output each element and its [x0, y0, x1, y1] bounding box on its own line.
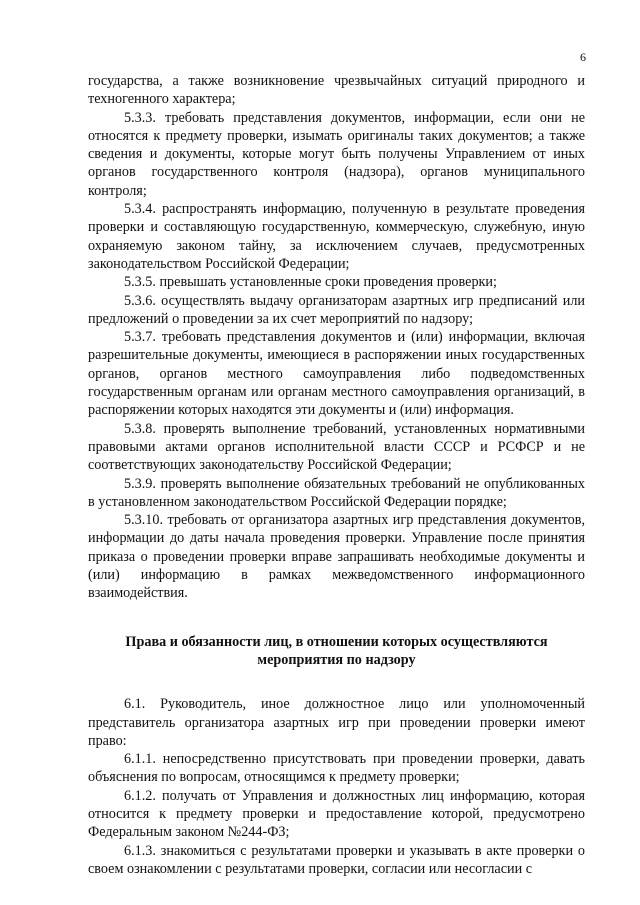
document-body: [88, 72, 585, 878]
clause-5-3-8: 5.3.8. проверять выполнение требований, установленных нормативными правовыми актами органов исполнительной власти СССР и РСФСР и не соответствующих законодательству Российской Федерации;: [88, 420, 585, 474]
section-heading: Права и обязанности лиц, в отношении которых осуществляются мероприятия по надзору: [125, 633, 548, 668]
clause-6-1-2: 6.1.2. получать от Управления и должностных лиц информацию, которая относится к предмету проверки и предоставление которой, предусмотрено Федеральным законом №244-ФЗ;: [88, 787, 585, 841]
clause-6-1-1: 6.1.1. непосредственно присутствовать при проведении проверки, давать объяснения по вопросам, относящимся к предмету проверки;: [88, 751, 585, 786]
clause-5-3-9: 5.3.9. проверять выполнение обязательных требований не опубликованных в установленном законодательством Российской Федерации порядке;: [88, 475, 585, 510]
clause-5-3-3: 5.3.3. требовать представления документов, информации, если они не относятся к предмету проверки, изымать оригиналы таких документов; а также сведения и документы, которые могут быть получены Управлением от иных органов государственного контроля (надзора), органов муниципального контроля;: [88, 109, 585, 199]
clause-5-3-5: 5.3.5. превышать установленные сроки проведения проверки;: [124, 274, 497, 291]
clause-5-3-7: 5.3.7. требовать представления документов и (или) информации, включая разрешительные документы, имеющиеся в распоряжении иных государственных органов, органов местного самоуправления либо подведомственных государственным органам или органам местного самоуправления организаций, в распоряжении которых находятся эти документы и (или) информация.: [88, 329, 585, 419]
page-number: 6: [580, 50, 586, 64]
paragraph-continuation: государства, а также возникновение чрезвычайных ситуаций природного и техногенного характера;: [88, 73, 585, 108]
clause-5-3-6: 5.3.6. осуществлять выдачу организаторам азартных игр предписаний или предложений о проведении за их счет мероприятий по надзору;: [88, 292, 585, 327]
clause-5-3-10: 5.3.10. требовать от организатора азартных игр представления документов, информации до даты начала проведения проверки. Управление после принятия приказа о проведении проверки вправе запрашивать необходимые документы и (или) информацию в рамках межведомственного информационного взаимодействия.: [88, 512, 585, 602]
clause-6-1: 6.1. Руководитель, иное должностное лицо или уполномоченный представитель организатора азартных игр при проведении проверки имеют право:: [88, 696, 585, 749]
clause-5-3-4: 5.3.4. распространять информацию, полученную в результате проведения проверки и составляющую государственную, коммерческую, служебную, иную охраняемую законом тайну, за исключением случаев, предусмотренных законодательством Российской Федерации;: [88, 201, 585, 272]
clause-6-1-3: 6.1.3. знакомиться с результатами проверки и указывать в акте проверки о своем ознакомлении с результатами проверки, согласии или несогласии с: [88, 842, 585, 877]
